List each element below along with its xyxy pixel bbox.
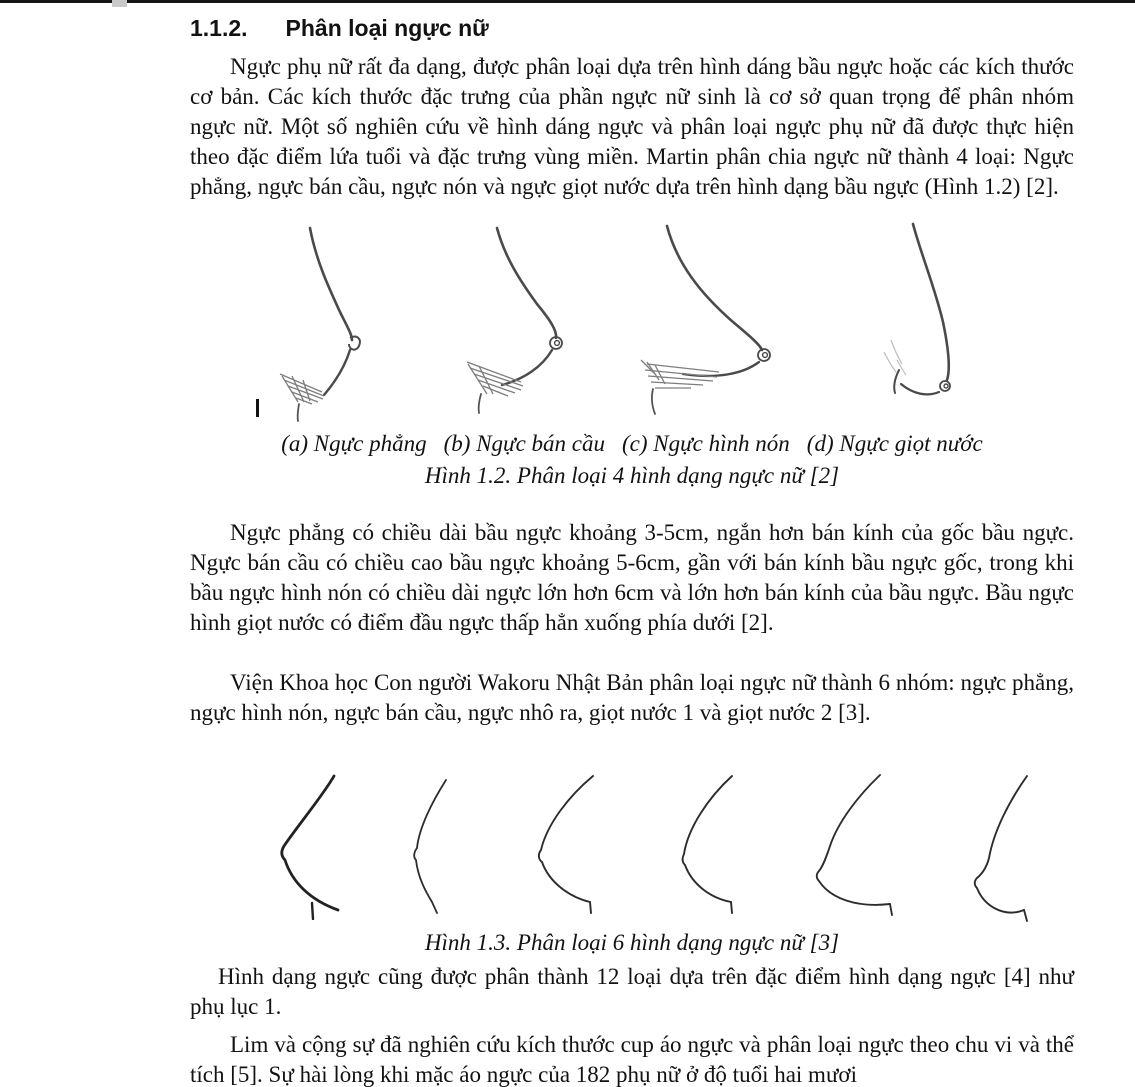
breast-sketch-hemisphere xyxy=(435,224,605,424)
breast-profile-4 xyxy=(678,772,740,914)
paragraph-intro: Ngực phụ nữ rất đa dạng, được phân loại dựa trên hình dáng bầu ngực hoặc các kích thước cơ bản. Các kích thước đặc trưng của phần ngực nữ sinh là cơ sở quan trọng để phân nhóm ngực nữ. Một số nghiên cứu về hình dáng ngực và phân loại ngực phụ nữ đã được thực hiện theo đặc điểm lứa tuổi và đặc trưng vùng miền. Martin phân chia ngực nữ thành 4 loại: Ngực phẳng, ngực bán cầu, ngực nón và ngực giọt nước dựa trên hình dạng bầu ngực (Hình 1.2) [2]. xyxy=(190,54,1074,199)
page-edge-artifact xyxy=(112,0,127,7)
breast-sketch-flat xyxy=(240,224,395,424)
section-number: 1.1.2. xyxy=(190,15,248,41)
paragraph-wakoru-classification: Viện Khoa học Con người Wakoru Nhật Bản phân loại ngực nữ thành 6 nhóm: ngực phẳng, ngực hình nón, ngực bán cầu, ngực nhô ra, giọt nước 1 và giọt nước 2 [3]. xyxy=(190,670,1074,725)
page-top-edge-strip xyxy=(0,0,1135,3)
paragraph-12-types: Hình dạng ngực cũng được phân thành 12 loại dựa trên đặc điểm hình dạng ngực [4] như phụ lục 1. xyxy=(190,964,1074,1019)
figure-1-2-caption: Hình 1.2. Phân loại 4 hình dạng ngực nữ [2] xyxy=(424,463,840,488)
breast-sketch-teardrop xyxy=(845,222,1010,425)
figure-1-2-item-labels xyxy=(190,429,1074,459)
breast-sketch-cone xyxy=(625,222,825,425)
breast-profile-1 xyxy=(276,772,346,920)
figure-1-2-label-b: (b) Ngực bán cầu xyxy=(443,431,606,456)
figure-1-2-label-c: (c) Ngực hình nón xyxy=(622,431,790,456)
figure-1-2-label-d: (d) Ngực giọt nước xyxy=(806,431,983,456)
figure-1-2-label-a: (a) Ngực phẳng xyxy=(281,431,427,456)
section-heading xyxy=(190,13,1074,43)
paragraph-shape-dimensions: Ngực phẳng có chiều dài bầu ngực khoảng 3-5cm, ngắn hơn bán kính của gốc bầu ngực. Ngực bán cầu có chiều cao bầu ngực khoảng 5-6cm, gần với bán kính bầu ngực gốc, trong khi bầu ngực hình nón có chiều dài ngực lớn hơn 6cm và lớn hơn bán kính của bầu ngực. Bầu ngực hình giọt nước có điểm đầu ngực thấp hẳn xuống phía dưới [2]. xyxy=(190,520,1074,635)
paragraph-lim-study: Lim và cộng sự đã nghiên cứu kích thước cup áo ngực và phân loại ngực theo chu vi và thể tích [5]. Sự hài lòng khi mặc áo ngực của 182 phụ nữ ở độ tuổi hai mươi xyxy=(190,1032,1074,1087)
breast-profile-5 xyxy=(808,772,896,916)
figure-1-3-caption: Hình 1.3. Phân loại 6 hình dạng ngực nữ [3] xyxy=(424,930,840,955)
breast-profile-2 xyxy=(410,776,455,916)
stray-cursor-mark xyxy=(256,399,259,417)
breast-profile-6 xyxy=(962,772,1037,922)
section-title: Phân loại ngực nữ xyxy=(285,15,489,41)
breast-profile-3 xyxy=(533,772,601,914)
